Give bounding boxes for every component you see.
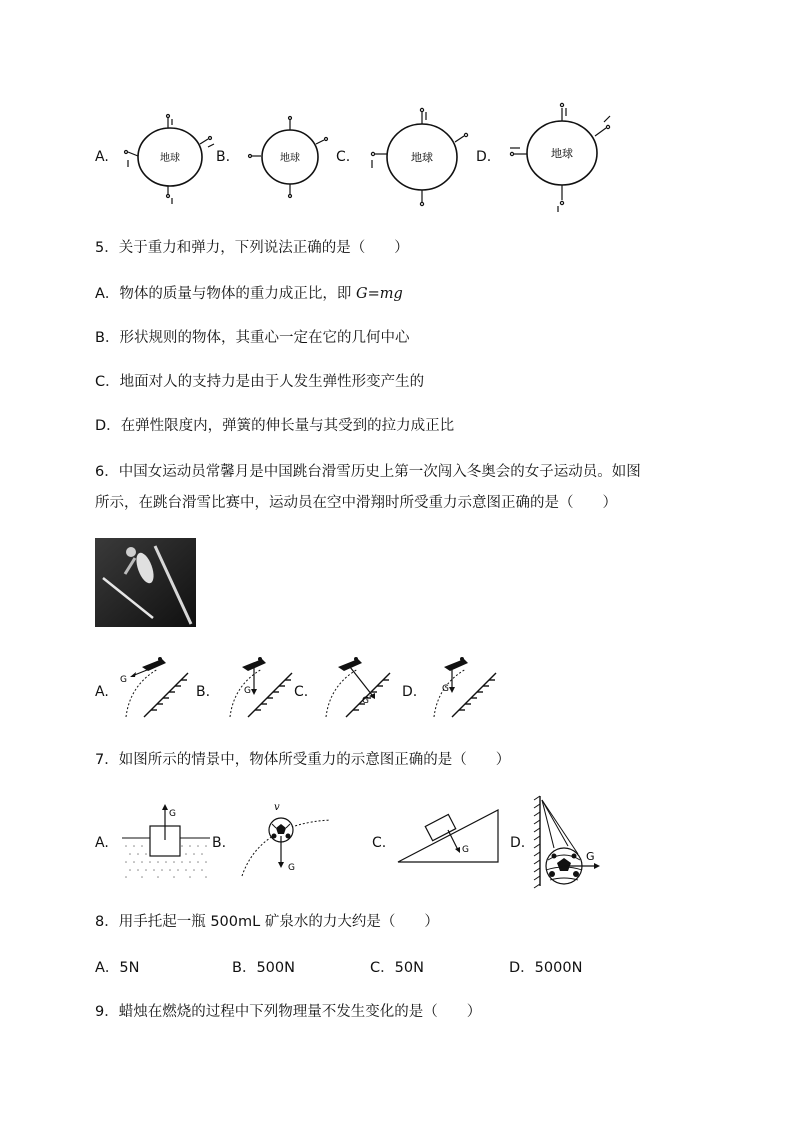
q9-stem: 9．蜡烛在燃烧的过程中下列物理量不发生变化的是（ ） (95, 1004, 482, 1020)
q6-option-a-label: A. (95, 684, 109, 700)
force-label: G (169, 809, 176, 819)
q7-diagram-b (236, 798, 336, 880)
q4-option-a-label: A. (95, 149, 109, 165)
velocity-label: v (274, 802, 280, 813)
q8-option-a: A．5N (95, 960, 140, 976)
force-label: G (442, 684, 449, 694)
force-label: G (244, 686, 251, 696)
q6-stem-line2: 所示，在跳台滑雪比赛中，运动员在空中滑翔时所受重力示意图正确的是（ ） (95, 495, 617, 511)
q8-stem: 8．用手托起一瓶 500mL 矿泉水的力大约是（ ） (95, 914, 439, 930)
force-label: G (120, 675, 127, 685)
q5-option-a-text: A．物体的质量与物体的重力成正比，即 (95, 286, 357, 302)
q7-option-a-label: A. (95, 835, 109, 851)
q7-option-d-label: D. (510, 835, 526, 851)
q8-option-d: D．5000N (509, 960, 583, 976)
q7-option-b-label: B. (212, 835, 227, 851)
q7-diagram-a (118, 800, 214, 880)
q4-earth-diagram-d (500, 96, 620, 214)
q6-option-d-label: D. (402, 684, 418, 700)
q5-option-d: D．在弹性限度内，弹簧的伸长量与其受到的拉力成正比 (95, 418, 455, 434)
q6-diagram-d (426, 655, 502, 720)
earth-label: 地球 (551, 147, 573, 160)
ski-jumper-photo (95, 538, 196, 627)
earth-label: 地球 (411, 151, 433, 164)
force-label: G (586, 850, 595, 863)
q5-option-a-formula: G=mg (356, 286, 403, 302)
q6-option-b-label: B. (196, 684, 211, 700)
q6-diagram-b (222, 655, 298, 720)
q4-option-d-label: D. (476, 149, 492, 165)
q7-diagram-c (396, 802, 502, 866)
q5-option-a (95, 284, 403, 304)
force-label: G (362, 696, 369, 706)
earth-label: 地球 (280, 153, 300, 164)
q5-option-b: B．形状规则的物体，其重心一定在它的几何中心 (95, 330, 410, 346)
q8-option-c: C．50N (370, 960, 424, 976)
q4-earth-diagram-a (120, 112, 220, 207)
force-label: G (288, 863, 295, 873)
q7-diagram-d (532, 794, 618, 888)
q6-diagram-c (318, 655, 398, 720)
q4-earth-diagram-c (360, 102, 480, 212)
q4-option-c-label: C. (336, 149, 351, 165)
q4-earth-diagram-b (240, 112, 340, 207)
q5-option-c: C．地面对人的支持力是由于人发生弹性形变产生的 (95, 374, 425, 390)
q4-option-b-label: B. (216, 149, 231, 165)
q6-diagram-a (118, 655, 194, 720)
q7-stem: 7．如图所示的情景中，物体所受重力的示意图正确的是（ ） (95, 752, 511, 768)
q7-option-c-label: C. (372, 835, 387, 851)
force-label: G (462, 845, 469, 855)
q6-option-c-label: C. (294, 684, 309, 700)
q8-option-b: B．500N (232, 960, 295, 976)
earth-label: 地球 (160, 153, 180, 164)
q6-stem-line1: 6．中国女运动员常馨月是中国跳台滑雪历史上第一次闯入冬奥会的女子运动员。如图 (95, 464, 641, 480)
q5-stem: 5．关于重力和弹力，下列说法正确的是（ ） (95, 240, 409, 256)
